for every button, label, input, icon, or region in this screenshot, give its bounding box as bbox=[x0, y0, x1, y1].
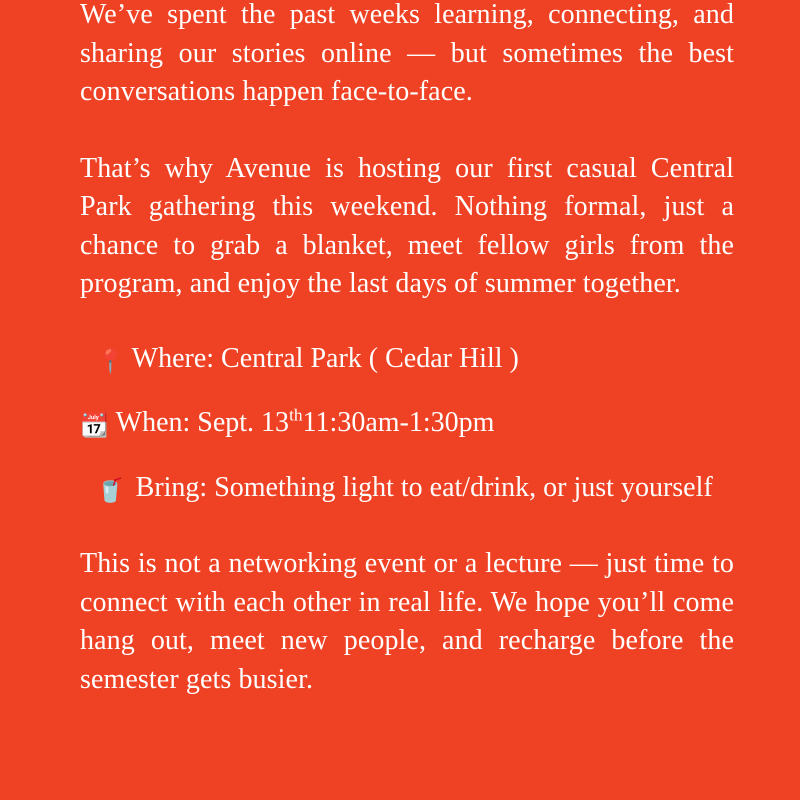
detail-bring-text: Bring: Something light to eat/drink, or just yourself bbox=[135, 471, 713, 503]
closing-spacer bbox=[80, 507, 734, 545]
detail-where-text: Where: Central Park ( Cedar Hill ) bbox=[131, 342, 519, 374]
paragraph-spacer bbox=[80, 112, 734, 150]
closing-paragraph: This is not a networking event or a lecture — just time to connect with each other in real life. We hope you’ll come hang out, meet new people, and recharge before the semester gets busier. bbox=[80, 548, 734, 695]
calendar-icon: 📆 bbox=[80, 413, 109, 439]
round-pushpin-icon: 📍 bbox=[96, 348, 125, 375]
detail-spacer-1 bbox=[80, 378, 734, 404]
details-spacer bbox=[80, 304, 734, 340]
detail-spacer-2 bbox=[80, 443, 734, 469]
detail-when bbox=[80, 404, 734, 443]
intro-paragraph: We’ve spent the past weeks learning, connecting, and sharing our stories online — but sometimes the best conversations happen face-to-face. bbox=[80, 0, 734, 107]
detail-when-time: 11:30am-1:30pm bbox=[302, 407, 495, 438]
cup-with-straw-icon: 🥤 bbox=[96, 477, 125, 504]
body-paragraph: That’s why Avenue is hosting our first casual Central Park gathering this weekend. Nothing formal, just a chance to grab a blanket, meet fellow girls from the program, and enjoy the last days of summer together. bbox=[80, 152, 734, 299]
detail-bring bbox=[80, 469, 734, 508]
detail-where bbox=[80, 340, 734, 379]
detail-when-ordinal: th bbox=[289, 405, 303, 425]
detail-when-label: When: Sept. 13 bbox=[115, 407, 290, 438]
